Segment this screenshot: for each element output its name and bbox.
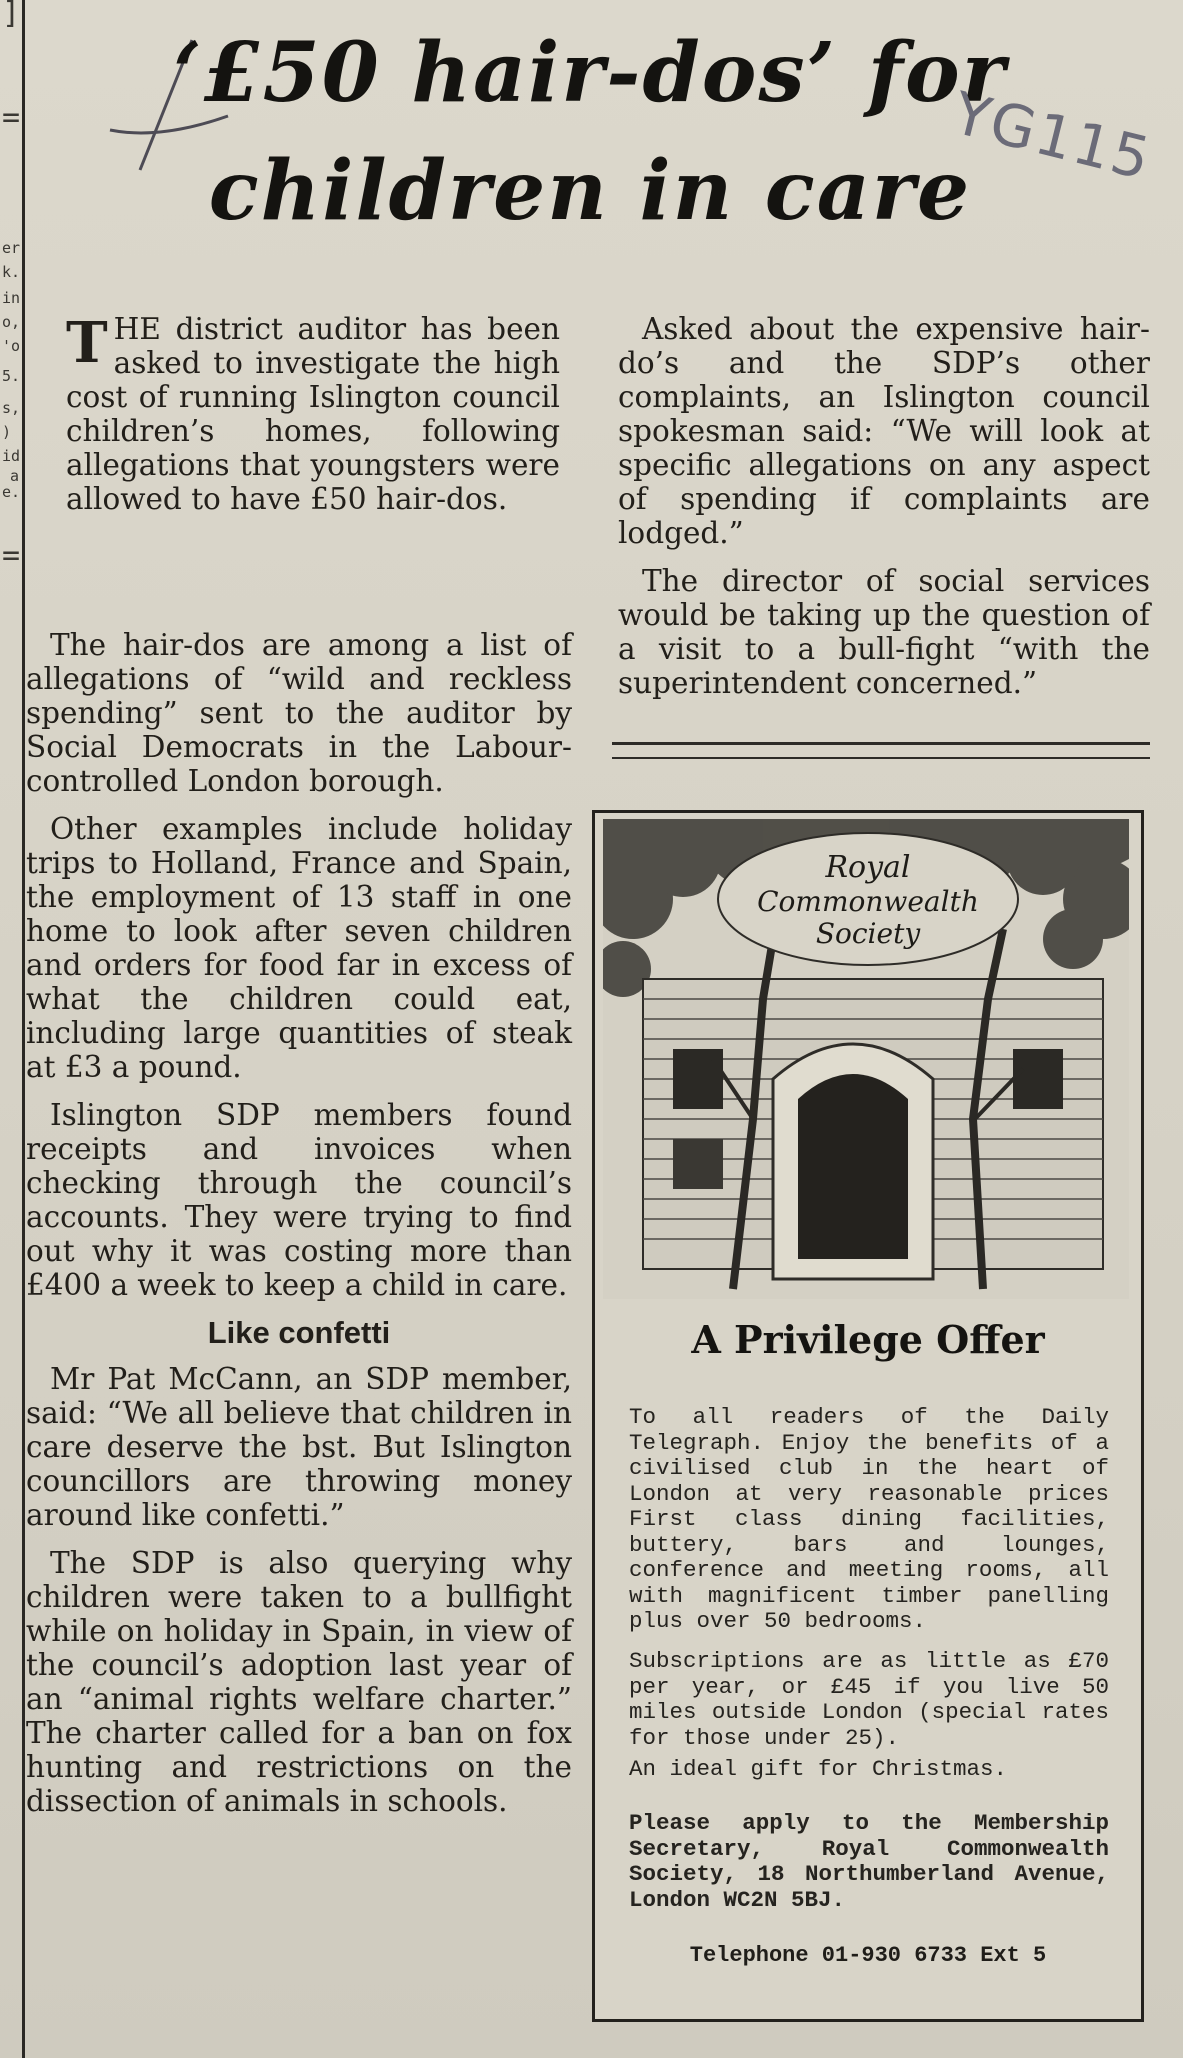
gutter-fragment: ) bbox=[2, 423, 12, 441]
paragraph-1: HE district auditor has been asked to investigate the high cost of running Islington council children’s homes, following allegations that youngsters were allowed to have £50 hair-dos. bbox=[66, 312, 560, 516]
advert-contact: Please apply to the Membership Secretary, Royal Commonwealth Society, 18 Northumberland Avenue, London WC2N 5BJ. bbox=[629, 1810, 1109, 1913]
paragraph-7: Asked about the expensive hair-do’s and the SDP’s other complaints, an Islington council spokesman said: “We will look at specific allegations on any aspect of spending if complaints are lodged.” bbox=[618, 312, 1150, 550]
building-illustration bbox=[603, 819, 1129, 1299]
sign-line-2: Commonwealth bbox=[757, 885, 979, 918]
gutter-fragment: s, bbox=[2, 399, 21, 417]
advert-text-3: An ideal gift for Christmas. bbox=[629, 1756, 1008, 1782]
advert-text-1: To all readers of the Daily Telegraph. Enjoy the benefits of a civilised club in the heart of London at very reasonable prices First class dining facilities, buttery, bars and lounges, conference and meeting rooms, all with magnificent timber panelling plus over 50 bedrooms. bbox=[629, 1404, 1109, 1634]
drop-cap: T bbox=[66, 310, 108, 376]
adjacent-column-fragments bbox=[0, 0, 26, 2058]
sign-line-1: Royal bbox=[825, 850, 911, 885]
advertisement bbox=[592, 810, 1144, 2022]
paragraph-6: The SDP is also querying why children were taken to a bullfight while on holiday in Spain, in view of the council’s adoption last year of an “animal rights welfare charter.” The charter called for a ban on fox hunting and restrictions on the dissection of animals in schools. bbox=[26, 1546, 572, 1818]
sign-line-3: Society bbox=[815, 917, 921, 950]
gutter-fragment: = bbox=[2, 100, 21, 135]
paragraph-8: The director of social services would be taking up the question of a visit to a bull-fight “with the superintendent concerned.” bbox=[618, 564, 1150, 700]
gutter-fragment: ] bbox=[2, 0, 21, 31]
paragraph-5: Mr Pat McCann, an SDP member, said: “We all believe that children in care deserve the bst. But Islington councillors are throwing money around like confetti.” bbox=[26, 1362, 572, 1532]
column-rule bbox=[22, 0, 25, 2058]
article-column-2 bbox=[618, 312, 1150, 714]
headline-line-2: children in care bbox=[208, 143, 972, 239]
headline-line-1: ‘£50 hair-dos’ for bbox=[173, 25, 1007, 121]
gutter-fragment: a bbox=[10, 467, 20, 485]
gutter-fragment: 'o bbox=[2, 337, 21, 355]
subheading: Like confetti bbox=[207, 1315, 391, 1350]
paragraph-3: Other examples include holiday trips to Holland, France and Spain, the employment of 13 staff in one home to look after seven children and orders for food far in excess of what the children could eat, including large quantities of steak at £3 a pound. bbox=[26, 812, 572, 1084]
gutter-fragment: e. bbox=[2, 483, 21, 501]
advert-text-2: Subscriptions are as little as £70 per year, or £45 if you live 50 miles outside London (special rates for those under 25). bbox=[629, 1648, 1109, 1751]
handwritten-reference: YG115 bbox=[946, 78, 1159, 194]
paragraph-4: Islington SDP members found receipts and invoices when checking through the council’s accounts. They were trying to find out why it was costing more than £400 a week to keep a child in care. bbox=[26, 1098, 572, 1302]
article-lead bbox=[66, 312, 560, 530]
gutter-fragment: o, bbox=[2, 313, 21, 331]
double-rule-divider bbox=[612, 742, 1150, 759]
gutter-fragment: k. bbox=[2, 263, 21, 281]
offer-title: A Privilege Offer bbox=[691, 1317, 1045, 1362]
gutter-fragment: = bbox=[2, 538, 21, 573]
advert-telephone: Telephone 01-930 6733 Ext 5 bbox=[689, 1943, 1047, 1968]
gutter-fragment: er bbox=[2, 239, 21, 257]
gutter-fragment: in bbox=[2, 289, 21, 307]
article-column-1 bbox=[26, 628, 572, 1832]
gutter-fragment: id bbox=[2, 447, 21, 465]
paragraph-2: The hair-dos are among a list of allegations of “wild and reckless spending” sent to the auditor by Social Democrats in the Labour-controlled London borough. bbox=[26, 628, 572, 798]
gutter-fragment: 5. bbox=[2, 367, 21, 385]
